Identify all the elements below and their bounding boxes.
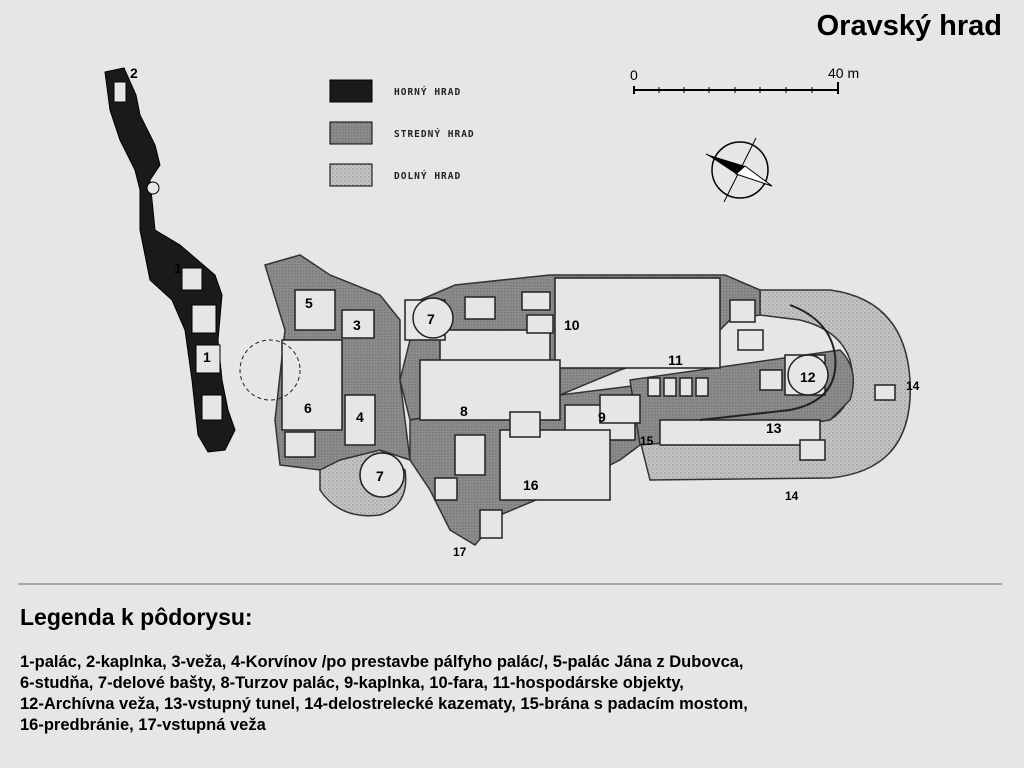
label-16: 16: [523, 477, 539, 493]
key-swatch-lower: [330, 164, 372, 186]
label-1b: 1: [203, 349, 211, 365]
upper-castle-area: [105, 68, 235, 452]
label-12: 12: [800, 369, 816, 385]
label-9: 9: [598, 409, 606, 425]
scale-end-label: 40 m: [828, 65, 860, 81]
label-2: 2: [130, 65, 138, 81]
label-14b: 14: [785, 489, 799, 503]
key-label-upper: HORNÝ HRAD: [394, 87, 462, 98]
legend-line: 12-Archívna veža, 13-vstupný tunel, 14-delostrelecké kazematy, 15-brána s padacím mostom,: [20, 695, 748, 713]
key-swatch-middle: [330, 122, 372, 144]
label-15: 15: [640, 434, 654, 448]
label-1a: 1: [174, 260, 182, 276]
scale-start-label: 0: [630, 67, 638, 83]
label-10: 10: [564, 317, 580, 333]
label-14a: 14: [906, 379, 920, 393]
divider: [18, 583, 1002, 585]
label-13: 13: [766, 420, 782, 436]
label-6: 6: [304, 400, 312, 416]
label-3: 3: [353, 317, 361, 333]
label-4: 4: [356, 409, 364, 425]
label-8: 8: [460, 403, 468, 419]
key-swatch-upper: [330, 80, 372, 102]
map-title: Oravský hrad: [816, 10, 1002, 42]
legend-heading: Legenda k pôdorysu:: [20, 604, 253, 630]
legend-line: 6-studňa, 7-delové bašty, 8-Turzov palác, 9-kaplnka, 10-fara, 11-hospodárske objekty,: [20, 674, 684, 692]
north-arrow-icon: [706, 138, 772, 202]
legend-line: 1-palác, 2-kaplnka, 3-veža, 4-Korvínov /po prestavbe pálfyho palác/, 5-palác Jána z Dubovca,: [20, 653, 744, 671]
map-key: [330, 80, 475, 186]
legend-line: 16-predbránie, 17-vstupná veža: [20, 716, 266, 734]
key-label-middle: STREDNÝ HRAD: [394, 129, 475, 140]
legend-text: [20, 652, 1000, 736]
label-17: 17: [453, 545, 467, 559]
label-7a: 7: [427, 311, 435, 327]
scale-bar: [630, 65, 859, 94]
label-5: 5: [305, 295, 313, 311]
label-7b: 7: [376, 468, 384, 484]
key-label-lower: DOLNÝ HRAD: [394, 171, 462, 182]
label-11: 11: [668, 352, 683, 368]
